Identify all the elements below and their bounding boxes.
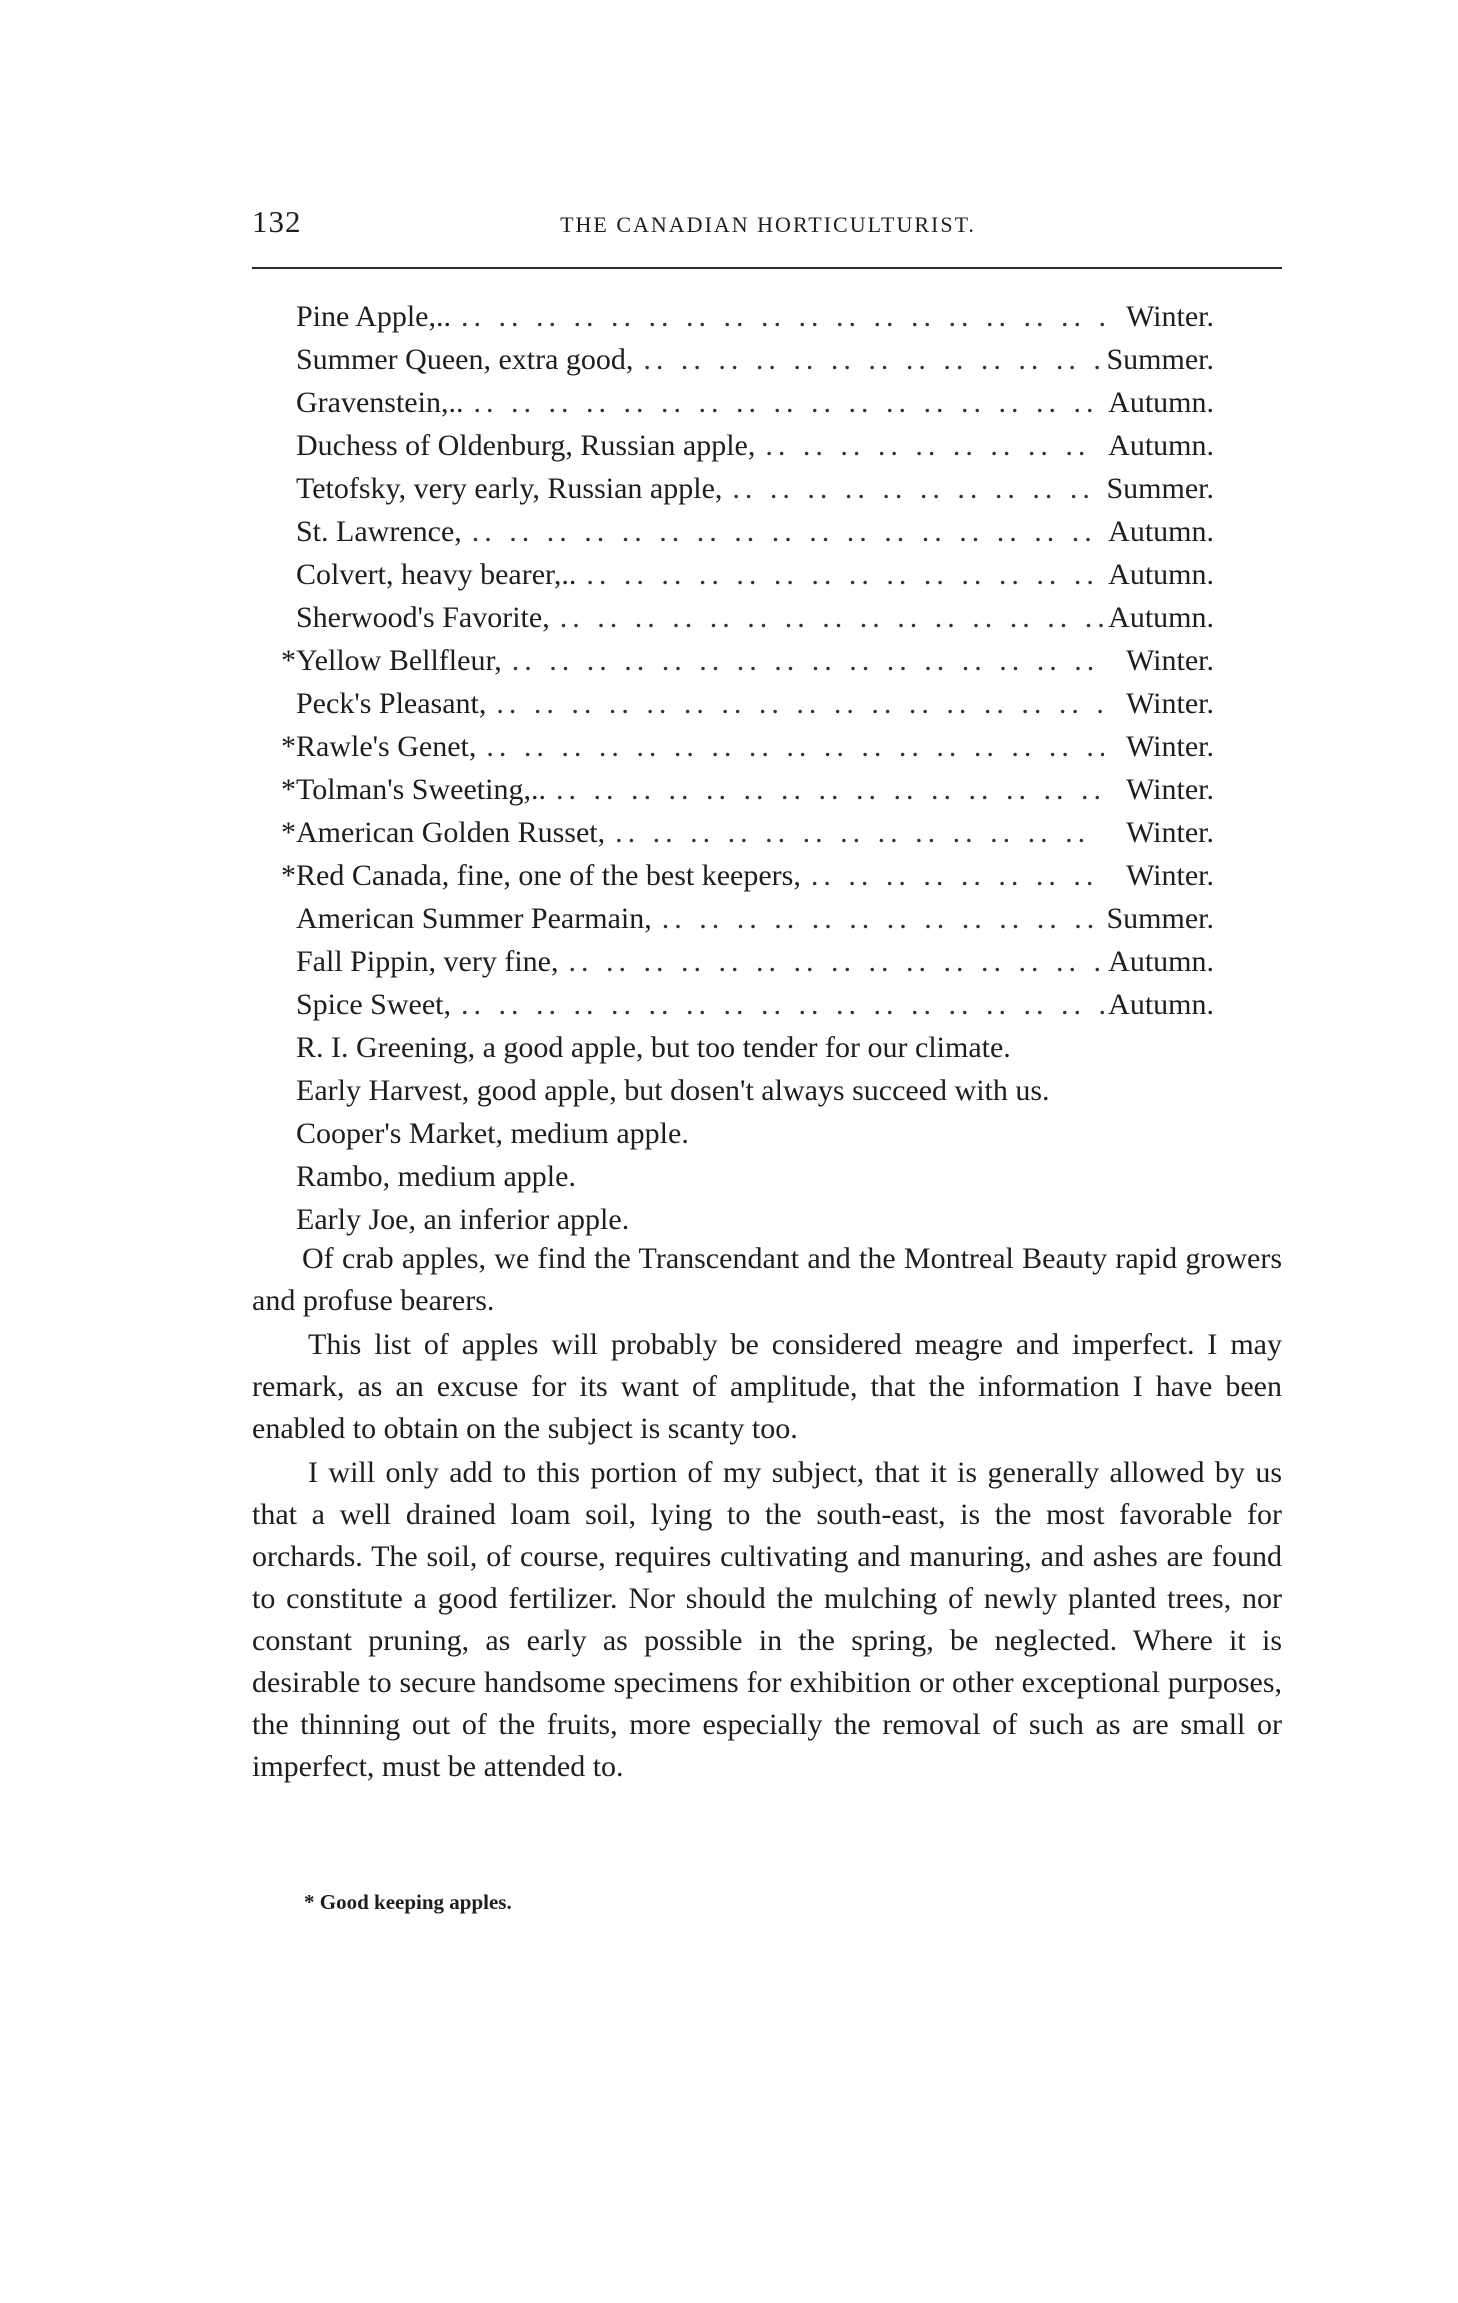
keeping-mark: * (281, 644, 296, 677)
dot-leader (652, 897, 1104, 940)
apple-name: Tolman's Sweeting,.. (296, 773, 546, 806)
dot-leader (605, 811, 1104, 854)
footnote: * Good keeping apples. (304, 1890, 512, 1914)
apple-season: Autumn. (1108, 558, 1214, 591)
apple-season: Winter. (1126, 730, 1214, 763)
dot-leader (476, 725, 1104, 768)
apple-row (296, 682, 1214, 725)
dot-leader (755, 424, 1104, 467)
apple-row (296, 467, 1214, 510)
apple-season: Autumn. (1108, 988, 1214, 1021)
apple-season: Winter. (1126, 859, 1214, 892)
apple-row (296, 338, 1214, 381)
apple-name: Peck's Pleasant, (296, 687, 487, 720)
apple-row (296, 983, 1214, 1026)
apple-row (296, 295, 1214, 338)
apple-name: Sherwood's Favorite, (296, 601, 550, 634)
apple-row (296, 897, 1214, 940)
dot-leader (801, 854, 1104, 897)
apple-row (296, 381, 1214, 424)
dot-leader (463, 381, 1104, 424)
apple-season: Autumn. (1108, 601, 1214, 634)
apple-row (296, 940, 1214, 983)
apple-name: American Golden Russet, (296, 816, 606, 849)
apple-row (281, 725, 1214, 768)
dot-leader (451, 983, 1104, 1026)
apple-name: Yellow Bellfleur, (296, 644, 502, 677)
dot-leader (486, 682, 1104, 725)
apple-row (281, 639, 1214, 682)
dot-leader (558, 940, 1104, 983)
paragraph: Of crab apples, we find the Transcendant and the Montreal Beauty rapid growers and profuse bearers. (252, 1242, 1282, 1317)
dot-leader (722, 467, 1104, 510)
apple-name: American Summer Pearmain, (296, 902, 652, 935)
keeping-mark: * (281, 816, 296, 849)
dot-leader (462, 510, 1104, 553)
dot-leader (451, 295, 1104, 338)
apple-season: Autumn. (1108, 386, 1214, 419)
apple-row (296, 424, 1214, 467)
header-rule (252, 267, 1282, 269)
running-title: THE CANADIAN HORTICULTURIST. (560, 212, 976, 237)
page-header (252, 204, 1284, 254)
apple-row (281, 768, 1214, 811)
keeping-mark: * (281, 859, 296, 892)
apple-name: Red Canada, fine, one of the best keepers, (296, 859, 801, 892)
apple-season: Summer. (1106, 902, 1214, 935)
apple-name: Tetofsky, very early, Russian apple, (296, 472, 723, 505)
apple-season: Winter. (1126, 816, 1214, 849)
apple-note: Early Harvest, good apple, but dosen't always succeed with us. (296, 1074, 1050, 1107)
apple-season: Winter. (1126, 687, 1214, 720)
apple-season: Autumn. (1108, 515, 1214, 548)
dot-leader (546, 768, 1104, 811)
apple-name: Summer Queen, extra good, (296, 343, 634, 376)
apple-name: Pine Apple,.. (296, 300, 451, 333)
apple-row (296, 553, 1214, 596)
apple-season: Summer. (1106, 472, 1214, 505)
apple-note: Cooper's Market, medium apple. (296, 1117, 689, 1150)
apple-note: R. I. Greening, a good apple, but too tender for our climate. (296, 1031, 1011, 1064)
apple-season: Winter. (1126, 644, 1214, 677)
apple-variety-list (281, 295, 1214, 1241)
apple-season: Winter. (1126, 773, 1214, 806)
apple-name: Rawle's Genet, (296, 730, 477, 763)
apple-name: Gravenstein,.. (296, 386, 464, 419)
page-number: 132 (252, 204, 302, 239)
apple-season: Autumn. (1108, 945, 1214, 978)
apple-season: Summer. (1106, 343, 1214, 376)
keeping-mark: * (281, 730, 296, 763)
dot-leader (633, 338, 1104, 381)
dot-leader (502, 639, 1104, 682)
keeping-mark: * (281, 773, 296, 806)
dot-leader (576, 553, 1104, 596)
apple-row (281, 854, 1214, 897)
apple-name: St. Lawrence, (296, 515, 462, 548)
paragraph: This list of apples will probably be considered meagre and imperfect. I may remark, as an excuse for its want of amplitude, that the information I have been enabled to obtain on the subject is scanty too. (252, 1328, 1282, 1445)
body-text (252, 1238, 1282, 1790)
dot-leader (550, 596, 1104, 639)
apple-name: Colvert, heavy bearer,.. (296, 558, 577, 591)
apple-row (296, 510, 1214, 553)
paragraph: I will only add to this portion of my subject, that it is generally allowed by us that a well drained loam soil, lying to the south-east, is the most favorable for orchards. The soil, of course, requires cultivating and manuring, and ashes are found to constitute a good fertilizer. Nor should the mulching of newly planted trees, nor constant pruning, as early as possible in the spring, be neglected. Where it is desirable to secure handsome specimens for exhibition or other exceptional purposes, the thinning out of the fruits, more especially the removal of such as are small or imperfect, must be attended to. (252, 1456, 1282, 1783)
apple-season: Autumn. (1108, 429, 1214, 462)
apple-note: Rambo, medium apple. (296, 1160, 576, 1193)
apple-row (281, 811, 1214, 854)
apple-note: Early Joe, an inferior apple. (296, 1203, 630, 1236)
apple-name: Spice Sweet, (296, 988, 451, 1021)
apple-season: Winter. (1126, 300, 1214, 333)
apple-row (296, 596, 1214, 639)
apple-name: Duchess of Oldenburg, Russian apple, (296, 429, 756, 462)
apple-name: Fall Pippin, very fine, (296, 945, 559, 978)
